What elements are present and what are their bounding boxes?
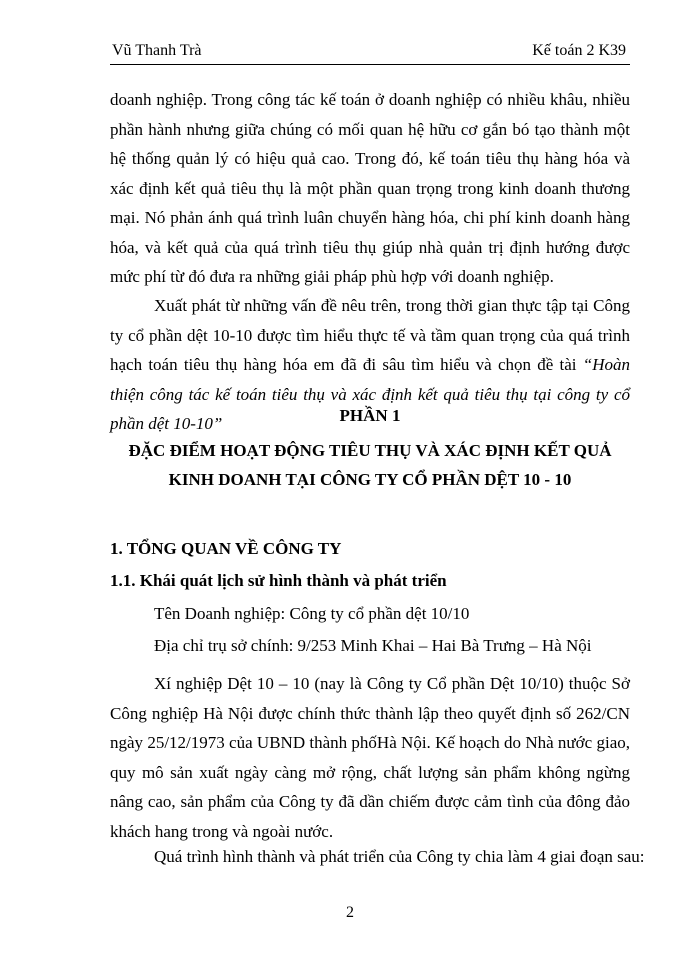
part-label: PHẦN 1 bbox=[339, 406, 401, 425]
part-title-line-2: KINH DOANH TẠI CÔNG TY CỔ PHẦN DỆT 10 - 10 bbox=[168, 470, 572, 489]
history-paragraph: Xí nghiệp Dệt 10 – 10 (nay là Công ty Cổ phần Dệt 10/10) thuộc Sở Công nghiệp Hà Nội được chính thức thành lập theo quyết định số 262/CN ngày 25/12/1973 của UBND thành phốHà Nội. Kế hoạch do Nhà nước giao, quy mô sản xuất ngày càng mở rộng, chất lượng sản phẩm không ngừng nâng cao, sản phẩm của Công ty đã dần chiếm được cảm tình của đông đảo khách hang trong và ngoài nước. bbox=[110, 674, 630, 841]
topic-paragraph-text: Xuất phát từ những vấn đề nêu trên, trong thời gian thực tập tại Công ty cổ phần dệt 10-10 được tìm hiểu thực tế và tầm quan trọng của quá trình hạch toán tiêu thụ hàng hóa em đã đi sâu tìm hiểu và chọn đề tài bbox=[110, 296, 630, 374]
header-course: Kế toán 2 K39 bbox=[532, 42, 626, 59]
section-heading: 1. TỔNG QUAN VỀ CÔNG TY bbox=[110, 539, 342, 558]
thesis-title: “Hoàn thiện công tác kế toán tiêu thụ và xác định kết quả tiêu thụ tại công ty cổ phần dệt 10-10” bbox=[110, 355, 630, 433]
part-title-line-1: ĐẶC ĐIỂM HOẠT ĐỘNG TIÊU THỤ VÀ XÁC ĐỊNH KẾT QUẢ bbox=[128, 441, 612, 460]
page-header bbox=[110, 38, 630, 65]
page-number: 2 bbox=[346, 904, 354, 921]
address-line: Địa chỉ trụ sở chính: 9/253 Minh Khai – Hai Bà Trưng – Hà Nội bbox=[154, 636, 592, 655]
stages-intro: Quá trình hình thành và phát triển của Công ty chia làm 4 giai đoạn sau: bbox=[154, 847, 645, 866]
company-name-line: Tên Doanh nghiệp: Công ty cổ phần dệt 10/10 bbox=[154, 604, 470, 623]
intro-paragraph: doanh nghiệp. Trong công tác kế toán ở doanh nghiệp có nhiều khâu, nhiều phần hành nhưng giữa chúng có mối quan hệ hữu cơ gắn bó tạo thành một hệ thống quản lý có hiệu quả cao. Trong đó, kế toán tiêu thụ hàng hóa và xác định kết quả tiêu thụ là một phần quan trọng trong kinh doanh thương mại. Nó phản ánh quá trình luân chuyển hàng hóa, chi phí kinh doanh hàng hóa, và kết quả của quá trình tiêu thụ giúp nhà quản trị định hướng được mức phí từ đó đưa ra những giải pháp phù hợp với doanh nghiệp. bbox=[110, 90, 630, 286]
header-author: Vũ Thanh Trà bbox=[112, 42, 202, 59]
subsection-heading: 1.1. Khái quát lịch sử hình thành và phát triển bbox=[110, 571, 447, 590]
